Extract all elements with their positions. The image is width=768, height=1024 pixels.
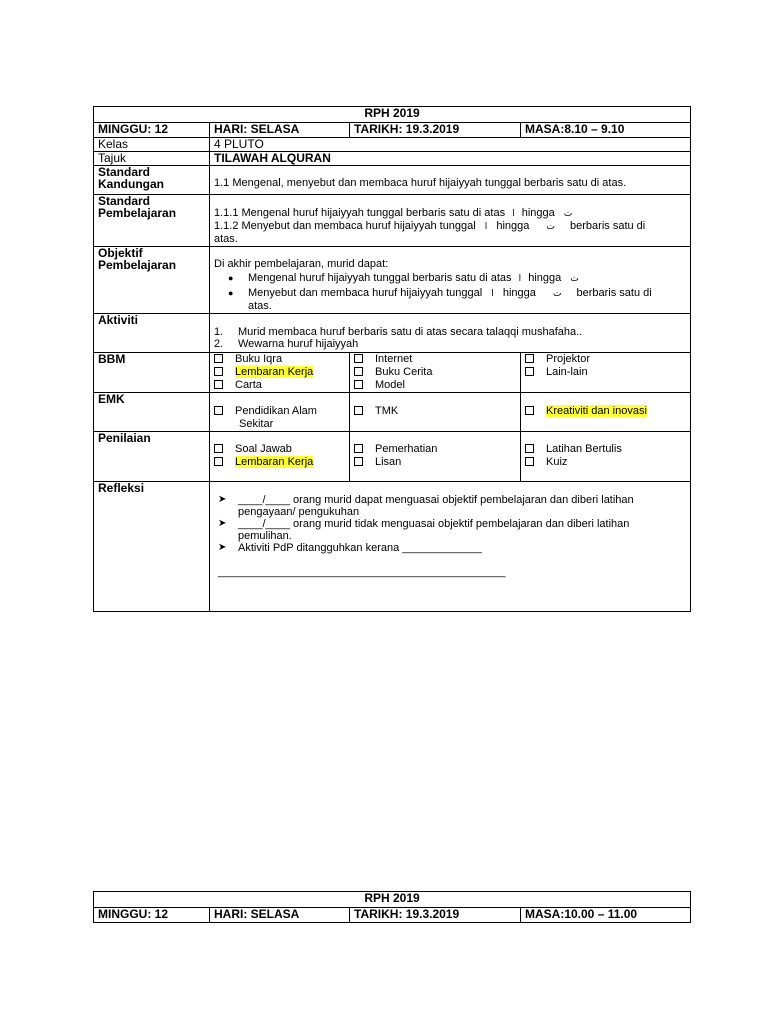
bullet-icon: ● (228, 288, 234, 298)
alif-glyph: ا (518, 274, 522, 284)
plan-title: RPH 2019 (94, 107, 691, 123)
plan-title: RPH 2019 (94, 892, 691, 908)
penilaian-col-2 (350, 432, 521, 482)
ta-glyph: ت (546, 222, 555, 232)
aktiviti-item-1: 1. Murid membaca huruf berbaris satu di atas secara talaqqi mushafaha.. (214, 326, 583, 338)
sp-line-2: 1.1.2 Menyebut dan membaca huruf hijaiyyah tunggal ا hingga ت berbaris satu di (214, 220, 646, 232)
checkbox-icon[interactable] (525, 457, 534, 466)
sp-label (94, 195, 210, 247)
emk-col-2 (350, 393, 521, 432)
checkbox-icon[interactable] (354, 444, 363, 453)
penilaian-label: Penilaian (94, 432, 210, 482)
bbm-carta[interactable]: Carta (214, 379, 345, 392)
arrow-bullet-icon: ➤ (218, 518, 227, 529)
refleksi-item-1: ➤ ____/____ orang murid dapat menguasai objektif pembelajaran dan diberi latihan pengayaan/ pengukuhan (218, 494, 634, 518)
checkbox-icon[interactable] (214, 444, 223, 453)
emk-col-3 (521, 393, 691, 432)
objektif-bullet-1: ● Mengenal huruf hijaiyyah tunggal berbaris satu di atas ا hingga ت (228, 272, 579, 284)
emk-tmk[interactable]: TMK (354, 405, 516, 418)
lesson-plan-table-2 (93, 891, 691, 923)
tajuk-value: TILAWAH ALQURAN (210, 152, 691, 166)
ta-glyph: ت (563, 209, 573, 219)
bbm-buku-iqra[interactable]: Buku Iqra (214, 353, 345, 366)
bullet-icon: ● (228, 273, 234, 283)
refleksi-label: Refleksi (94, 482, 210, 612)
alif-glyph: ا (491, 289, 494, 299)
penilaian-lembaran-kerja[interactable]: Lembaran Kerja (214, 456, 345, 469)
penilaian-lisan[interactable]: Lisan (354, 456, 516, 469)
emk-label: EMK (94, 393, 210, 432)
sp-line-3: atas. (214, 233, 238, 245)
emk-kreativiti[interactable]: Kreativiti dan inovasi (525, 405, 686, 418)
sp-label-line1: Standard (98, 194, 151, 208)
checkbox-icon[interactable] (214, 380, 223, 389)
checkbox-icon[interactable] (354, 406, 363, 415)
checkbox-icon[interactable] (354, 367, 363, 376)
checkbox-icon[interactable] (214, 457, 223, 466)
tajuk-label: Tajuk (94, 152, 210, 166)
checkbox-icon[interactable] (214, 354, 223, 363)
tarikh-cell: TARIKH: 19.3.2019 (350, 123, 521, 138)
emk-pendidikan-alam[interactable]: Pendidikan Alam (214, 405, 345, 418)
checkbox-icon[interactable] (525, 406, 534, 415)
arrow-bullet-icon: ➤ (218, 494, 227, 505)
bbm-col-3 (521, 353, 691, 393)
refleksi-item-2: ➤ ____/____ orang murid tidak menguasai objektif pembelajaran dan diberi latihan pemulihan. (218, 518, 630, 542)
objektif-bullet-2: ● Menyebut dan membaca huruf hijaiyyah tunggal ا hingga ت berbaris satu di atas. (228, 287, 652, 312)
bbm-model[interactable]: Model (354, 379, 516, 392)
sk-label-line2: Kandungan (98, 177, 164, 191)
checkbox-icon[interactable] (525, 367, 534, 376)
aktiviti-item-2: 2. Wewarna huruf hijaiyyah (214, 338, 359, 350)
minggu-cell: MINGGU: 12 (94, 123, 210, 138)
ta-glyph: ت (570, 274, 579, 284)
bbm-lembaran-kerja[interactable]: Lembaran Kerja (214, 366, 345, 379)
bbm-col-1 (210, 353, 350, 393)
objektif-value (210, 247, 691, 314)
bbm-buku-cerita[interactable]: Buku Cerita (354, 366, 516, 379)
checkbox-icon[interactable] (214, 367, 223, 376)
bbm-lain-lain[interactable]: Lain-lain (525, 366, 686, 379)
checkbox-icon[interactable] (525, 354, 534, 363)
emk-sekitar: Sekitar (239, 418, 274, 430)
checkbox-icon[interactable] (354, 380, 363, 389)
emk-col-1 (210, 393, 350, 432)
alif-glyph: ا (512, 209, 515, 219)
objektif-intro: Di akhir pembelajaran, murid dapat: (214, 258, 389, 270)
sp-line-1: 1.1.1 Mengenal huruf hijaiyyah tunggal berbaris satu di atas ا hingga ت (214, 207, 573, 219)
penilaian-latihan-bertulis[interactable]: Latihan Bertulis (525, 443, 686, 456)
bbm-label: BBM (94, 353, 210, 393)
refleksi-blank-line: _______________________________________________ (218, 566, 506, 578)
sp-value (210, 195, 691, 247)
objektif-label-line1: Objektif (98, 246, 143, 260)
hari-cell: HARI: SELASA (210, 123, 350, 138)
checkbox-icon[interactable] (214, 406, 223, 415)
alif-glyph: ا (484, 222, 488, 232)
arrow-bullet-icon: ➤ (218, 542, 227, 553)
penilaian-col-1 (210, 432, 350, 482)
sp-label-line2: Pembelajaran (98, 206, 177, 220)
checkbox-icon[interactable] (525, 444, 534, 453)
sk-label (94, 166, 210, 195)
hari-cell: HARI: SELASA (210, 908, 350, 923)
objektif-label (94, 247, 210, 314)
sk-label-line1: Standard (98, 165, 151, 179)
lesson-plan-table-1 (93, 106, 691, 612)
bbm-projektor[interactable]: Projektor (525, 353, 686, 366)
penilaian-pemerhatian[interactable]: Pemerhatian (354, 443, 516, 456)
penilaian-soal-jawab[interactable]: Soal Jawab (214, 443, 345, 456)
tarikh-cell: TARIKH: 19.3.2019 (350, 908, 521, 923)
penilaian-kuiz[interactable]: Kuiz (525, 456, 686, 469)
kelas-label: Kelas (94, 138, 210, 152)
checkbox-icon[interactable] (354, 354, 363, 363)
checkbox-icon[interactable] (354, 457, 363, 466)
bbm-col-2 (350, 353, 521, 393)
masa-cell: MASA:10.00 – 11.00 (521, 908, 691, 923)
kelas-value: 4 PLUTO (210, 138, 691, 152)
aktiviti-label: Aktiviti (94, 314, 210, 353)
masa-cell: MASA:8.10 – 9.10 (521, 123, 691, 138)
aktiviti-value (210, 314, 691, 353)
sk-value: 1.1 Mengenal, menyebut dan membaca huruf hijaiyyah tunggal berbaris satu di atas. (210, 166, 691, 195)
refleksi-item-3: ➤ Aktiviti PdP ditangguhkan kerana _____________ (218, 542, 482, 554)
bbm-internet[interactable]: Internet (354, 353, 516, 366)
objektif-label-line2: Pembelajaran (98, 258, 177, 272)
minggu-cell: MINGGU: 12 (94, 908, 210, 923)
penilaian-col-3 (521, 432, 691, 482)
ta-glyph: ت (552, 289, 562, 299)
refleksi-value (210, 482, 691, 612)
